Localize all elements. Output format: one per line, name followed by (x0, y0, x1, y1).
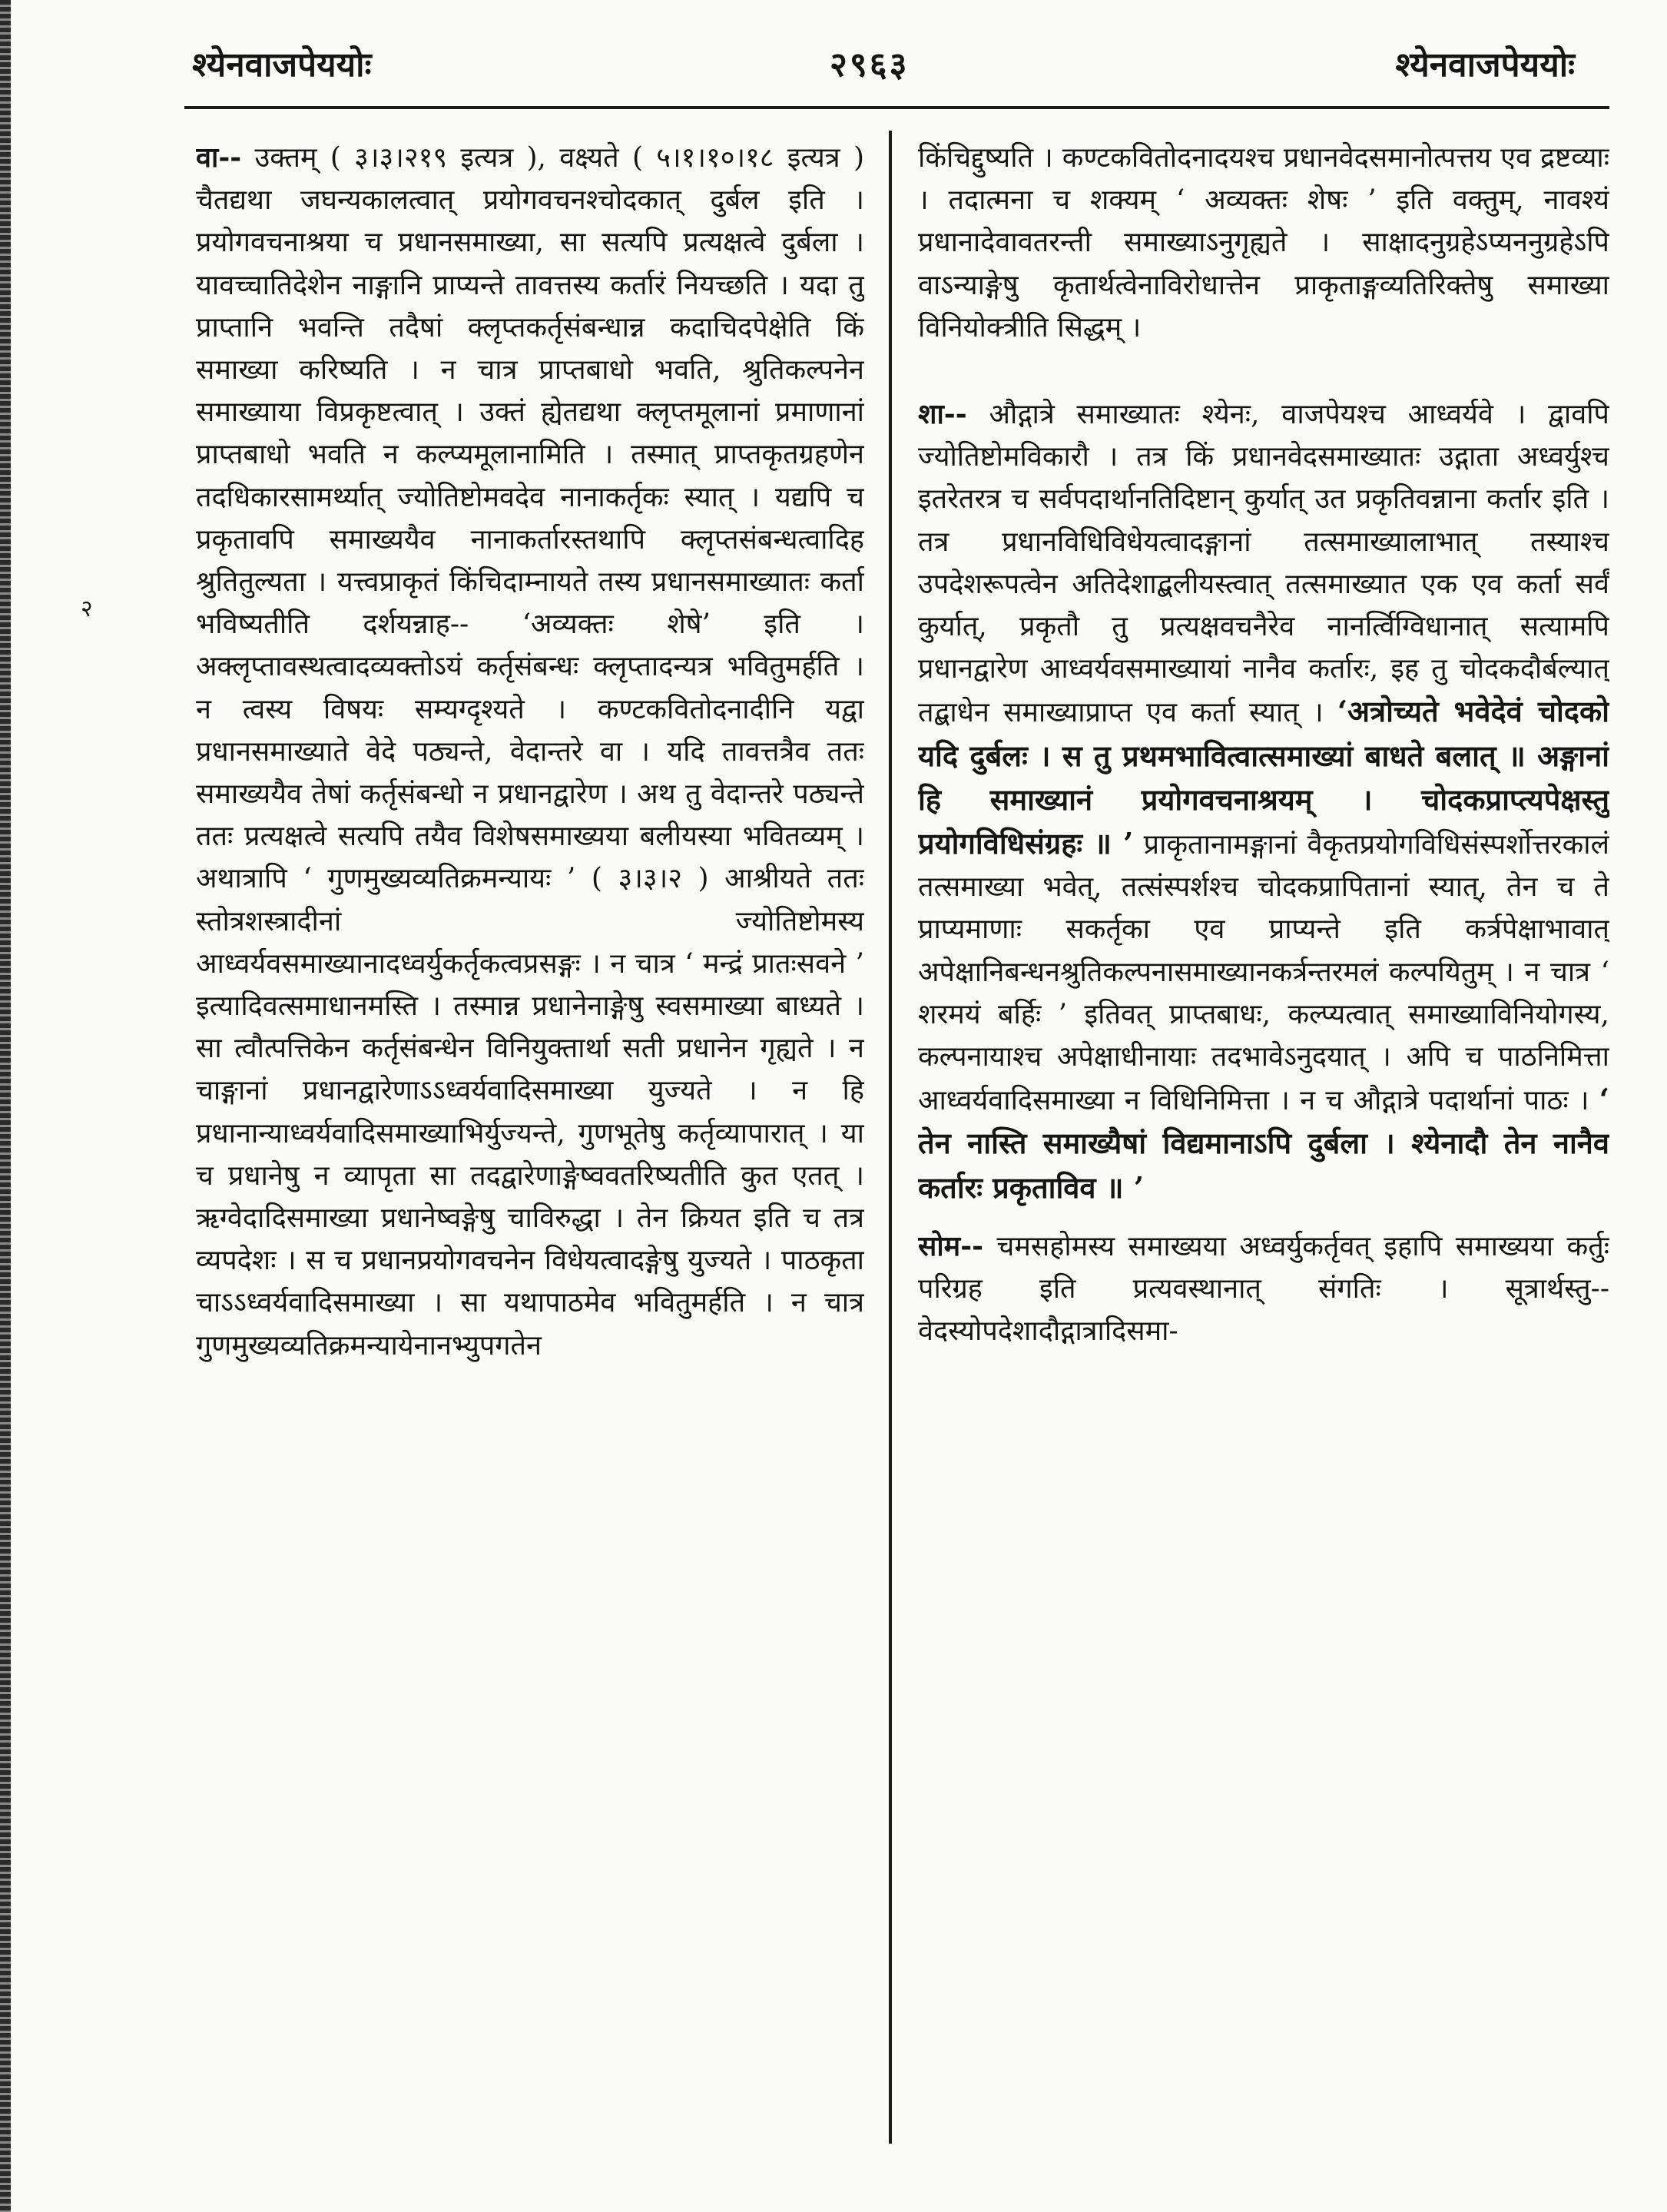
left-column-paragraph (196, 137, 864, 1367)
verse-quote-2: ‘ तेन नास्ति समाख्यैषां विद्यमानाऽपि दुर्बला । श्येनादौ तेन नानैव कर्तारः प्रकृताविव ॥ ’ (918, 1082, 1609, 1205)
right-paragraph-2-text: औद्गात्रे समाख्यातः श्येनः, वाजपेयश्च आध्वर्यवे । द्वावपि ज्योतिष्टोमविकारौ । तत्र किं प्रधानवेदसमाख्यातः उद्गाता अध्वर्युश्च इतरेतरत्र च सर्वपदार्थानतिदिष्टान् कुर्यात् उत प्रकृतिवन्नाना कर्तार इति । तत्र प्रधानविधिविधेयत्वादङ्गानां तत्समाख्यालाभात् तस्याश्च उपदेशरूपत्वेन अतिदेशाद्बलीयस्त्वात् तत्समाख्यात एक एव कर्ता सर्वं कुर्यात्, प्रकृतौ तु प्रत्यक्षवचनैरेव नानर्त्विग्विधानात् सत्यामपि प्रधानद्वारेण आध्वर्यवसमाख्यायां नानैव कर्तारः, इह तु चोदकदौर्बल्यात् तद्बाधेन समाख्याप्राप्त एव कर्ता स्यात् । (918, 399, 1609, 729)
running-header-left: श्येनवाजपेययोः (192, 45, 372, 85)
right-paragraph-1: किंचिद्दुष्यति । कण्टकवितोदनादयश्च प्रधानवेदसमानोत्पत्तय एव द्रष्टव्याः । तदात्मना च शक्यम् ‘ अव्यक्तः शेषः ’ इति वक्तुम्, नावश्यं प्रधानादेवावतरन्ती समाख्याऽनुगृह्यते । साक्षादनुग्रहेऽप्यननुग्रहेऽपि वाऽन्याङ्गेषु कृतार्थत्वेनाविरोधात्तेन प्राकृताङ्गव्यतिरिक्तेषु समाख्या विनियोक्त्रीति सिद्धम् । (918, 142, 1609, 343)
right-paragraph-2 (918, 393, 1609, 1210)
commentary-label-sha: शा-- (918, 398, 967, 431)
column-divider (889, 131, 892, 2144)
verse-quote-1: ‘अत्रोच्यते भवेदेवं चोदको यदि दुर्बलः । स तु प्रथमभावित्वात्समाख्यां बाधते बलात् ॥ अङ्गानां हि समाख्यानं प्रयोगवचनाश्रयम् । चोदकप्राप्त्यपेक्षस्तु प्रयोगविधिसंग्रहः ॥ ’ (918, 694, 1609, 861)
header-rule (184, 106, 1609, 109)
left-column-text: उक्तम् ( ३।३।२१९ इत्यत्र ), वक्ष्यते ( ५।१।१०।१८ इत्यत्र ) चैतद्यथा जघन्यकालत्वात् प्रयोगवचनश्चोदकात् दुर्बल इति । प्रयोगवचनाश्रया च प्रधानसमाख्या, सा सत्यपि प्रत्यक्षत्वे दुर्बला । यावच्चातिदेशेन नाङ्गानि प्राप्यन्ते तावत्तस्य कर्तारं नियच्छति । यदा तु प्राप्तानि भवन्ति तदैषां क्लृप्तकर्तृसंबन्धान्न कदाचिदपेक्षेति किं समाख्या करिष्यति । न चात्र प्राप्तबाधो भवति, श्रुतिकल्पनेन समाख्याया विप्रकृष्टत्वात् । उक्तं ह्येतद्यथा क्लृप्तमूलानां प्रमाणानां प्राप्तबाधो भवति न कल्प्यमूलानामिति । तस्मात् प्राप्तकृतग्रहणेन तदधिकारसामर्थ्यात् ज्योतिष्टोमवदेव नानाकर्तृकः स्यात् । यद्यपि च प्रकृतावपि समाख्ययैव नानाकर्तारस्तथापि क्लृप्तसंबन्धत्वादिह श्रुतितुल्यता । यत्त्वप्राकृतं किंचिदाम्नायते तस्य प्रधानसमाख्यातः कर्ता भविष्यतीति दर्शयन्नाह-- ‘अव्यक्तः शेषे’ इति । अक्लृप्तावस्थत्वादव्यक्तोऽयं कर्तृसंबन्धः क्लृप्तादन्यत्र भवितुमर्हति । न त्वस्य विषयः सम्यग्दृश्यते । कण्टकवितोदनादीनि यद्वा प्रधानसमाख्याते वेदे पठ्यन्ते, वेदान्तरे वा । यदि तावत्तत्रैव ततः समाख्ययैव तेषां कर्तृसंबन्धो न प्रधानद्वारेण । अथ तु वेदान्तरे पठ्यन्ते ततः प्रत्यक्षत्वे सत्यपि तयैव विशेषसमाख्यया बलीयस्या भवितव्यम् । अथात्रापि ‘ गुणमुख्यव्यतिक्रमन्यायः ’ ( ३।३।२ ) आश्रीयते ततः स्तोत्रशस्त्रादीनां ज्योतिष्टोमस्य आध्वर्यवसमाख्यानादध्वर्युकर्तृकत्वप्रसङ्गः । न चात्र ‘ मन्द्रं प्रातःसवने ’ इत्यादिवत्समाधानमस्ति । तस्मान्न प्रधानेनाङ्गेषु स्वसमाख्या बाध्यते । सा त्वौत्पत्तिकेन कर्तृसंबन्धेन विनियुक्तार्था सती प्रधानेन गृह्यते । न चाङ्गानां प्रधानद्वारेणाऽऽध्वर्यवादिसमाख्या युज्यते । न हि प्रधानान्याध्वर्यवादिसमाख्याभिर्युज्यन्ते, गुणभूतेषु कर्तृव्यापारात् । या च प्रधानेषु न व्यापृता सा तदद्वारेणाङ्गेष्ववतरिष्यतीति कुत एतत् । ऋग्वेदादिसमाख्या प्रधानेष्वङ्गेषु चाविरुद्धा । तेन क्रियत इति च तत्र व्यपदेशः । स च प्रधानप्रयोगवचनेन विधेयत्वादङ्गेषु युज्यते । पाठकृता चाऽऽध्वर्यवादिसमाख्या । सा यथापाठमेव भवितुमर्हति । न चात्र गुणमुख्यव्यतिक्रमन्यायेनानभ्युपगतेन (196, 142, 864, 1361)
margin-mark: २ (81, 595, 93, 622)
commentary-label-soma: सोम-- (918, 1229, 984, 1262)
running-header-right: श्येनवाजपेययोः (1395, 45, 1575, 85)
right-paragraph-3-text: चमसहोमस्य समाख्यया अध्वर्युकर्तृवत् इहापि समाख्यया कर्तुः परिग्रह इति प्रत्यवस्थानात् संगतिः । सूत्रार्थस्तु-- वेदस्योपदेशादौद्गात्रादिसमा- (918, 1230, 1609, 1348)
commentary-label-va: वा-- (196, 141, 242, 174)
right-column (918, 137, 1609, 2142)
page-number: २९६३ (830, 45, 910, 85)
left-column (196, 137, 864, 2142)
right-paragraph-3 (918, 1225, 1609, 1353)
paragraph-gap (918, 349, 1609, 393)
right-paragraph-2-continued: प्राकृतानामङ्गानां वैकृतप्रयोगविधिसंस्पर्शोत्तरकालं तत्समाख्या भवेत्, तत्संस्पर्शश्च चोदकप्रापितानां स्यात्, तेन च ते प्राप्यमाणाः सकर्तृका एव प्राप्यन्ते इति कर्त्रपेक्षाभावात् अपेक्षानिबन्धनश्रुतिकल्पनासमाख्यानकर्त्रन्तरमलं कल्पयितुम् । न चात्र ‘ शरमयं बर्हिः ’ इतिवत् प्राप्तबाधः, कल्प्यत्वात् समाख्याविनियोगस्य, कल्पनायाश्च अपेक्षाधीनायाः तदभावेऽनुदयात् । अपि च पाठनिमित्ता आध्वर्यवादिसमाख्या न विधिनिमित्ता । न च औद्गात्रे पदार्थानां पाठः । (918, 829, 1609, 1117)
book-spine-edge (0, 0, 11, 2212)
